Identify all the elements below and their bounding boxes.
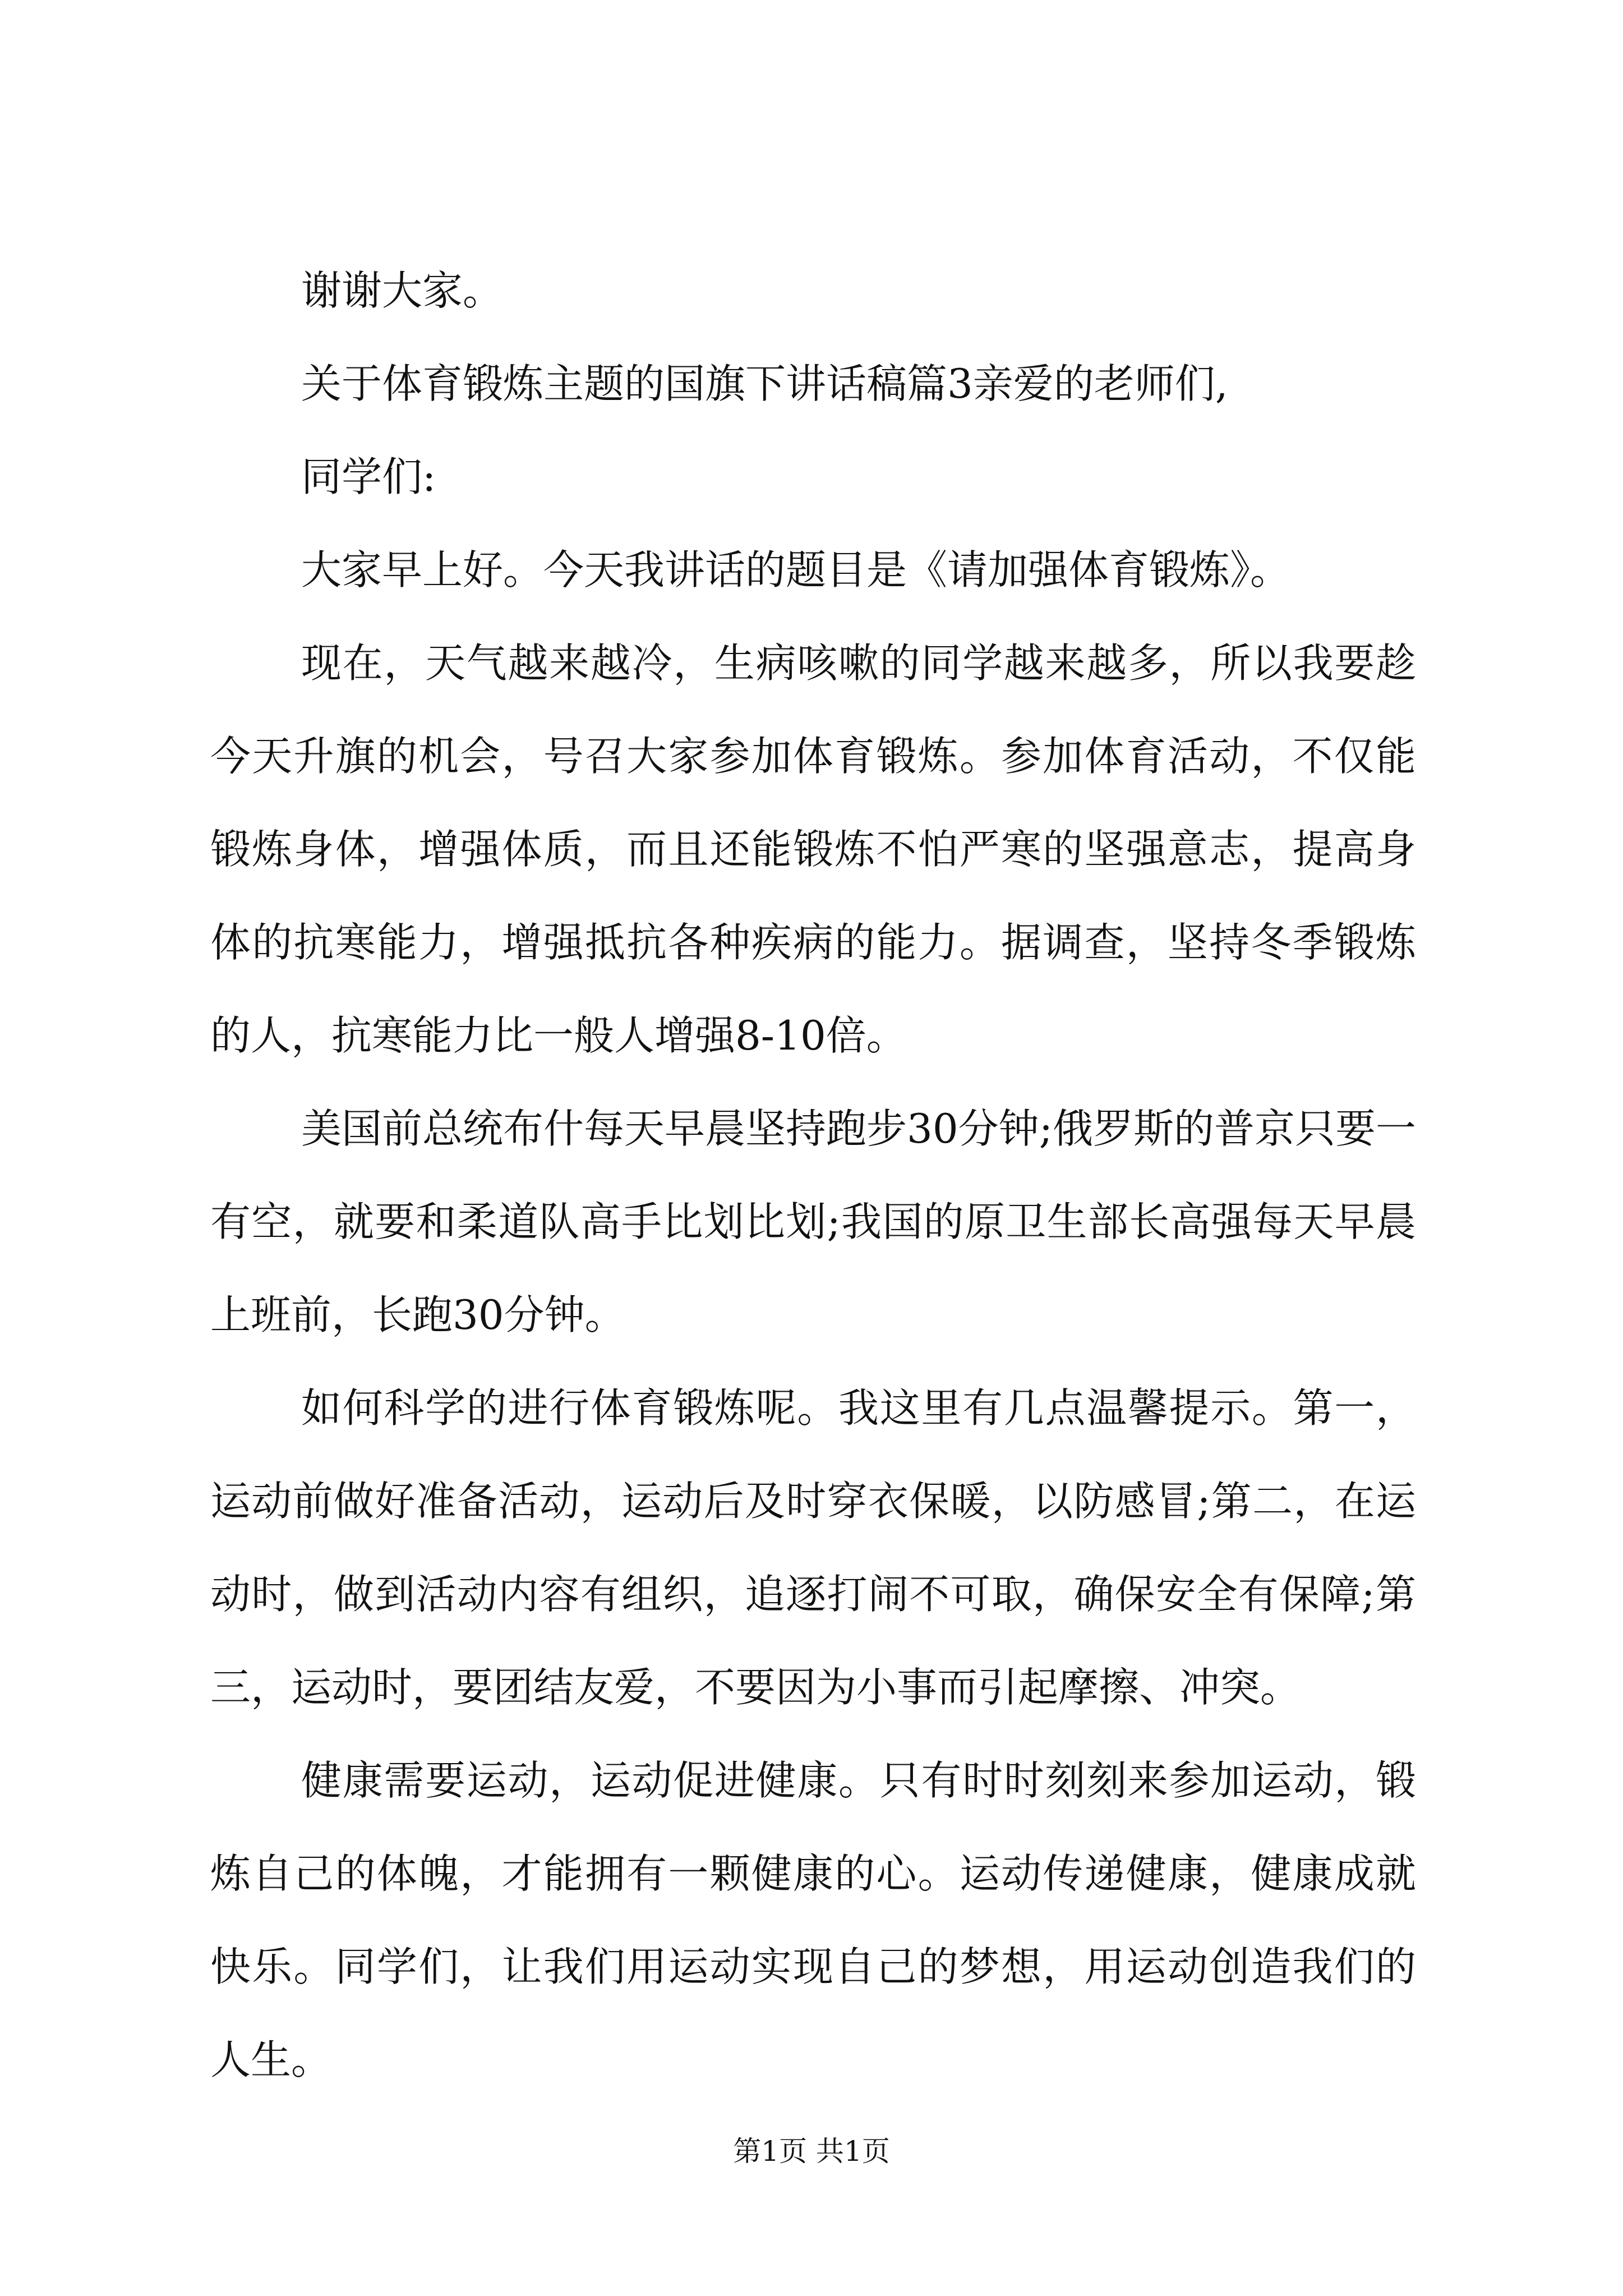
page-footer: 第1页 共1页 [733,2135,890,2168]
paragraph-greeting: 大家早上好。今天我讲话的题目是《请加强体育锻炼》。 [301,546,1291,593]
paragraph-conclusion: 健康需要运动，运动促进健康。只有时时刻刻来参加运动，锻炼自己的体魄，才能拥有一颗健康的心。运动传递健康，健康成就快乐。同学们，让我们用运动实现自己的梦想，用运动创造我们的人生。 [210,1757,1416,2083]
paragraph-tips: 如何科学的进行体育锻炼呢。我这里有几点温馨提示。第一，运动前做好准备活动，运动后及时穿衣保暖，以防感冒;第二，在运动时，做到活动内容有组织，追逐打闹不可取，确保安全有保障;第三，运动时，要团结友爱，不要因为小事而引起摩擦、冲突。 [210,1384,1416,1711]
paragraph-salutation: 同学们: [301,453,436,500]
paragraph-speech-title: 关于体育锻炼主题的国旗下讲话稿篇3亲爱的老师们, [301,360,1228,407]
document-body [210,244,1416,2106]
paragraph-examples: 美国前总统布什每天早晨坚持跑步30分钟;俄罗斯的普京只要一有空，就要和柔道队高手比划比划;我国的原卫生部长高强每天早晨上班前，长跑30分钟。 [210,1105,1416,1338]
paragraph-weather: 现在，天气越来越冷，生病咳嗽的同学越来越多，所以我要趁今天升旗的机会，号召大家参加体育锻炼。参加体育活动，不仅能锻炼身体，增强体质，而且还能锻炼不怕严寒的坚强意志，提高身体的抗寒能力，增强抵抗各种疾病的能力。据调查，坚持冬季锻炼的人，抗寒能力比一般人增强8-10倍。 [210,639,1416,1059]
paragraph-thanks: 谢谢大家。 [301,267,504,314]
